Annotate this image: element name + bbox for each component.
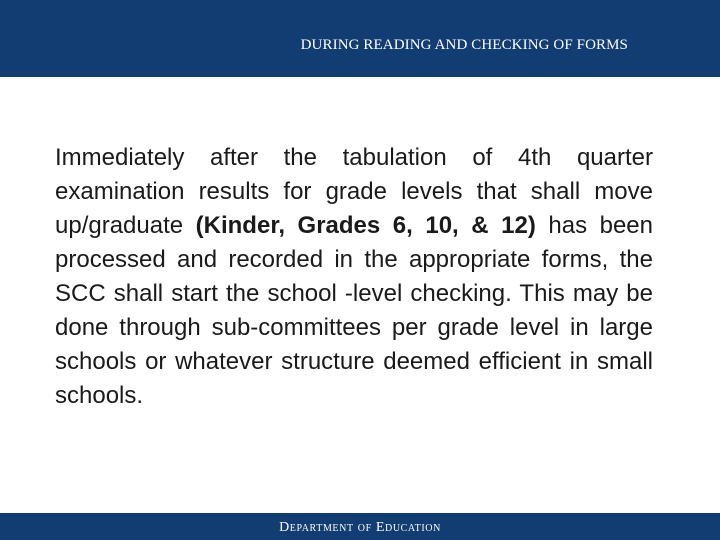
header-band xyxy=(0,0,720,77)
body-text-bold: (Kinder, Grades 6, 10, & 12) xyxy=(195,212,536,239)
footer-title: Department of Education xyxy=(279,520,441,535)
body-text-after: has been processed and recorded in the appropriate forms, the SCC shall start the school -level checking. This may be done through sub-committees per grade level in large schools or whatever structure deemed efficient in small schools. xyxy=(55,212,653,409)
slide-title: DURING READING AND CHECKING OF FORMS xyxy=(300,37,628,53)
footer-band xyxy=(0,513,720,540)
body-text-before: Immediately after the tabulation of 4th quarter examination results for grade levels that shall move up/graduate xyxy=(55,144,653,239)
body-paragraph xyxy=(55,141,653,413)
